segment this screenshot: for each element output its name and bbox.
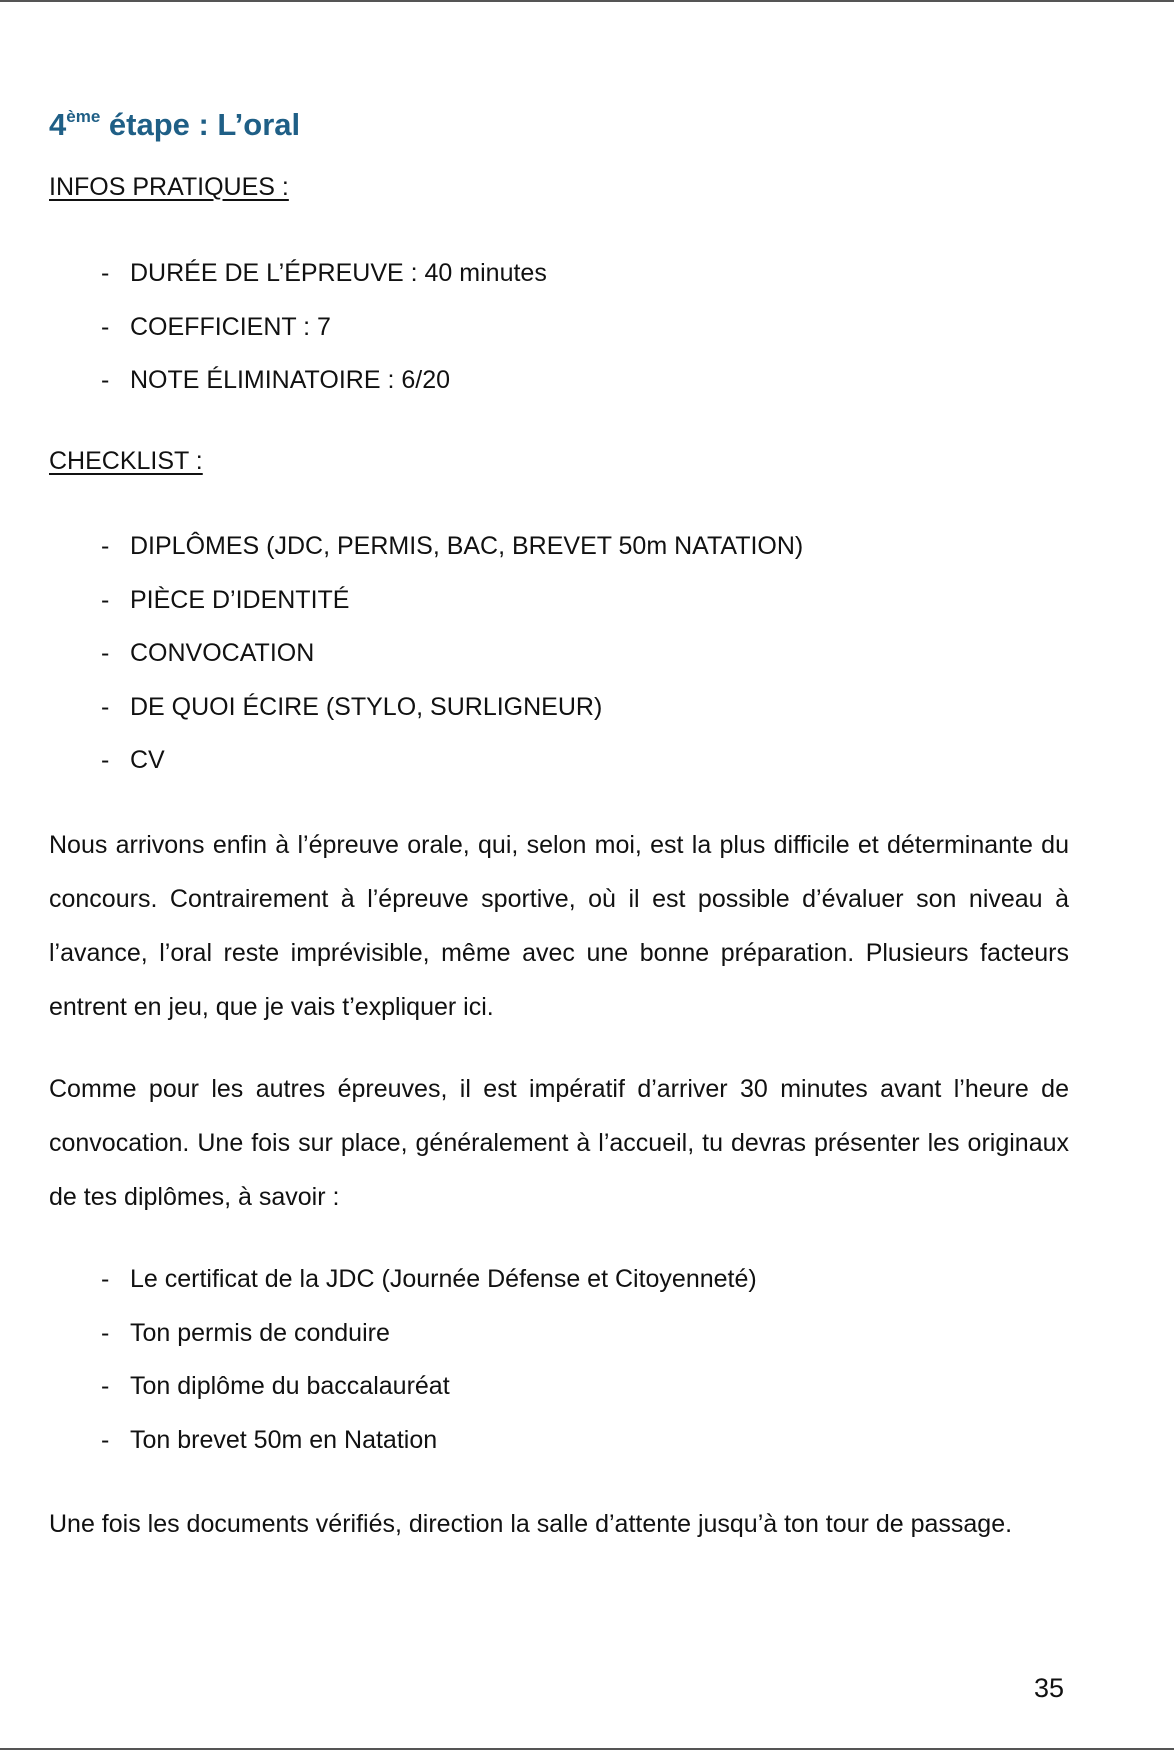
list-dash: - [101,259,110,287]
list-dash: - [101,639,110,667]
list-dash: - [101,746,110,774]
page-top-border [0,0,1174,2]
list-dash: - [101,585,110,614]
page-number: 35 [1034,1673,1065,1703]
list-dash: - [101,366,110,394]
heading-text: étape : L’oral [100,107,301,142]
list-dash: - [101,532,110,560]
paragraph-intro: Nous arrivons enfin à l’épreuve orale, qui, selon moi, est la plus difficile et déterminante du concours. Contrairement à l’épreuve sportive, où il est possible d’évaluer son niveau à l’avance, l’oral reste imprévisible, même avec une bonne préparation. Plusieurs facteurs entrent en jeu, que je vais t’expliquer ici. [49,831,1069,1021]
paragraph-waiting-room: Une fois les documents vérifiés, direction la salle d’attente jusqu’à ton tour de passage. [49,1510,1013,1538]
list-dash: - [101,1425,110,1454]
paragraph-arrival: Comme pour les autres épreuves, il est impératif d’arriver 30 minutes avant l’heure de convocation. Une fois sur place, généralement à l’accueil, tu devras présenter les originaux de tes diplômes, à savoir : [49,1075,1069,1211]
list-dash: - [101,312,110,341]
infos-pratiques-label: INFOS PRATIQUES : [49,173,289,201]
list-dash: - [101,1318,110,1347]
list-dash: - [101,692,110,721]
heading-number: 4 [49,107,67,142]
heading-superscript: ème [66,106,101,126]
section-heading [49,106,300,143]
list-dash: - [101,1265,110,1293]
list-dash: - [101,1372,110,1400]
checklist-label: CHECKLIST : [49,447,203,475]
